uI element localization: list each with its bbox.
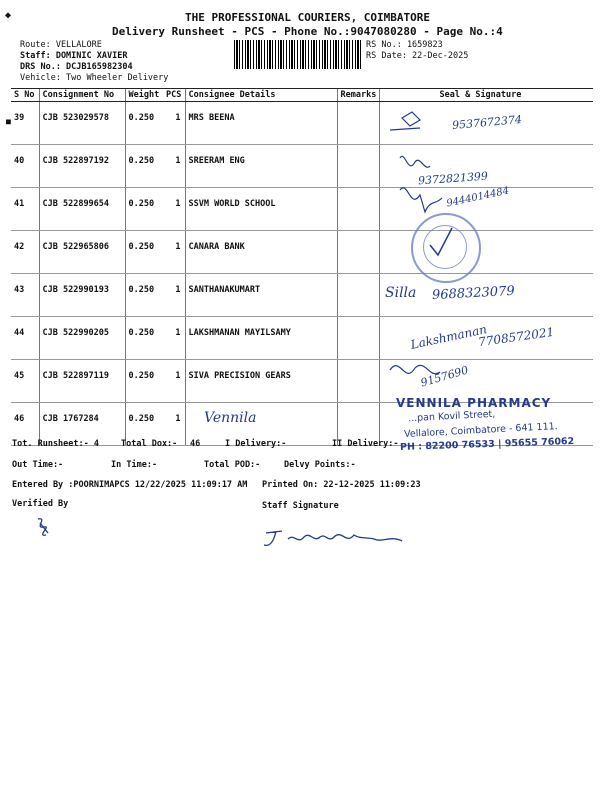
cell-sno: 43 xyxy=(11,274,39,317)
printed-on: Printed On: 22-12-2025 11:09:23 xyxy=(262,480,421,490)
out-time: Out Time:- xyxy=(12,460,64,470)
column-header: Seal & Signature xyxy=(379,89,593,102)
total-pod: Total POD:- xyxy=(204,460,261,470)
punch-mark-icon: ■ xyxy=(6,117,11,126)
cell-sno: 39 xyxy=(11,102,39,145)
cell-remarks xyxy=(337,317,379,360)
cell-pcs: 1 xyxy=(163,231,185,274)
cell-consignee: LAKSHMANAN MAYILSAMY xyxy=(185,317,337,360)
in-time: In Time:- xyxy=(111,460,158,470)
staff: Staff: DOMINIC XAVIER xyxy=(20,51,128,61)
cell-consignment: CJB 523029578 xyxy=(39,102,125,145)
cell-pcs: 1 xyxy=(163,360,185,403)
column-header: Remarks xyxy=(337,89,379,102)
signature-scribbles xyxy=(380,100,590,420)
cell-consignment: CJB 522990193 xyxy=(39,274,125,317)
cell-pcs: 1 xyxy=(163,188,185,231)
column-header: PCS xyxy=(163,89,185,102)
cell-consignment: CJB 522965806 xyxy=(39,231,125,274)
delvy-points: Delvy Points:- xyxy=(284,460,356,470)
cell-remarks xyxy=(337,360,379,403)
cell-sno: 44 xyxy=(11,317,39,360)
cell-consignment: CJB 522899654 xyxy=(39,188,125,231)
cell-consignment: CJB 522897192 xyxy=(39,145,125,188)
cell-pcs: 1 xyxy=(163,403,185,446)
column-header: Weight xyxy=(125,89,163,102)
document-subtitle: Delivery Runsheet - PCS - Phone No.:9047080280 - Page No.:4 xyxy=(112,25,503,38)
staff-signature-icon xyxy=(262,525,412,553)
cell-consignee: SREERAM ENG xyxy=(185,145,337,188)
cell-weight: 0.250 xyxy=(125,102,163,145)
rs-number: RS No.: 1659823 xyxy=(366,40,443,50)
cell-weight: 0.250 xyxy=(125,403,163,446)
column-header: Consignee Details xyxy=(185,89,337,102)
staff-signature-label: Staff Signature xyxy=(262,501,339,511)
cell-weight: 0.250 xyxy=(125,274,163,317)
cell-weight: 0.250 xyxy=(125,145,163,188)
drs-number: DRS No.: DCJB165982304 xyxy=(20,62,133,72)
verified-signature-icon xyxy=(30,515,60,540)
handwritten-phone-row44: 7708572021 xyxy=(477,324,555,350)
handwritten-name-row44: Lakshmanan xyxy=(409,322,489,352)
handwritten-phone-row39: 9537672374 xyxy=(451,112,523,133)
rs-date: RS Date: 22-Dec-2025 xyxy=(366,51,469,61)
cell-weight: 0.250 xyxy=(125,188,163,231)
verified-by: Verified By xyxy=(12,499,69,509)
cell-consignee: CANARA BANK xyxy=(185,231,337,274)
cell-consignee: SIVA PRECISION GEARS xyxy=(185,360,337,403)
handwritten-phone-row43: 9688323079 xyxy=(431,283,516,304)
cell-weight: 0.250 xyxy=(125,317,163,360)
stamp-city: Vellalore, Coimbatore - 641 111. xyxy=(403,420,558,441)
total-dox-label: Total Dox:- xyxy=(121,439,178,449)
ii-delivery: II Delivery:- xyxy=(332,439,399,449)
vehicle: Vehicle: Two Wheeler Delivery xyxy=(20,73,169,83)
total-dox-value: 46 xyxy=(190,439,201,449)
cell-pcs: 1 xyxy=(163,274,185,317)
cell-sno: 40 xyxy=(11,145,39,188)
cell-consignee: SANTHANAKUMART xyxy=(185,274,337,317)
tot-runsheet: Tot. Runsheet:- 4 xyxy=(12,439,99,449)
stamp-street: ...pan Kovil Street, xyxy=(407,408,496,425)
cell-pcs: 1 xyxy=(163,145,185,188)
cell-remarks xyxy=(337,188,379,231)
cell-weight: 0.250 xyxy=(125,231,163,274)
handwritten-phone-row41: 9444014484 xyxy=(445,185,511,210)
stamp-phone: PH : 82200 76533 | 95655 76062 xyxy=(399,435,575,454)
cell-consignee: SSVM WORLD SCHOOL xyxy=(185,188,337,231)
column-header: Consignment No xyxy=(39,89,125,102)
signature-row40-icon xyxy=(400,156,430,167)
entered-by: Entered By :POORNIMAPCS 12/22/2025 11:09:17 AM xyxy=(12,480,248,490)
cell-remarks xyxy=(337,145,379,188)
cell-pcs: 1 xyxy=(163,317,185,360)
i-delivery: I Delivery:- xyxy=(225,439,287,449)
stamp-name: VENNILA PHARMACY xyxy=(396,396,552,410)
cell-sno: 42 xyxy=(11,231,39,274)
signature-row39-icon xyxy=(390,112,420,130)
cell-consignment: CJB 522990205 xyxy=(39,317,125,360)
handwritten-phone-row45: 9157690 xyxy=(419,363,470,390)
cell-pcs: 1 xyxy=(163,102,185,145)
cell-consignment: CJB 522897119 xyxy=(39,360,125,403)
cell-remarks xyxy=(337,231,379,274)
cell-sno: 46 xyxy=(11,403,39,446)
cell-consignee: MRS BEENA xyxy=(185,102,337,145)
cell-remarks xyxy=(337,274,379,317)
document-title: THE PROFESSIONAL COURIERS, COIMBATORE xyxy=(185,11,431,24)
cell-consignment: CJB 1767284 xyxy=(39,403,125,446)
handwritten-phone-row40: 9372821399 xyxy=(417,169,489,188)
bank-round-stamp-inner xyxy=(423,225,467,269)
handwritten-name-row43: Silla xyxy=(385,285,417,301)
handwritten-name-row46: Vennila xyxy=(204,410,257,426)
route: Route: VELLALORE xyxy=(20,40,102,50)
signature-row41-icon xyxy=(400,188,442,212)
barcode xyxy=(234,40,362,69)
punch-mark-icon: ◆ xyxy=(5,10,12,21)
cell-weight: 0.250 xyxy=(125,360,163,403)
column-header: S No xyxy=(11,89,39,102)
cell-sno: 45 xyxy=(11,360,39,403)
cell-remarks xyxy=(337,102,379,145)
cell-sno: 41 xyxy=(11,188,39,231)
